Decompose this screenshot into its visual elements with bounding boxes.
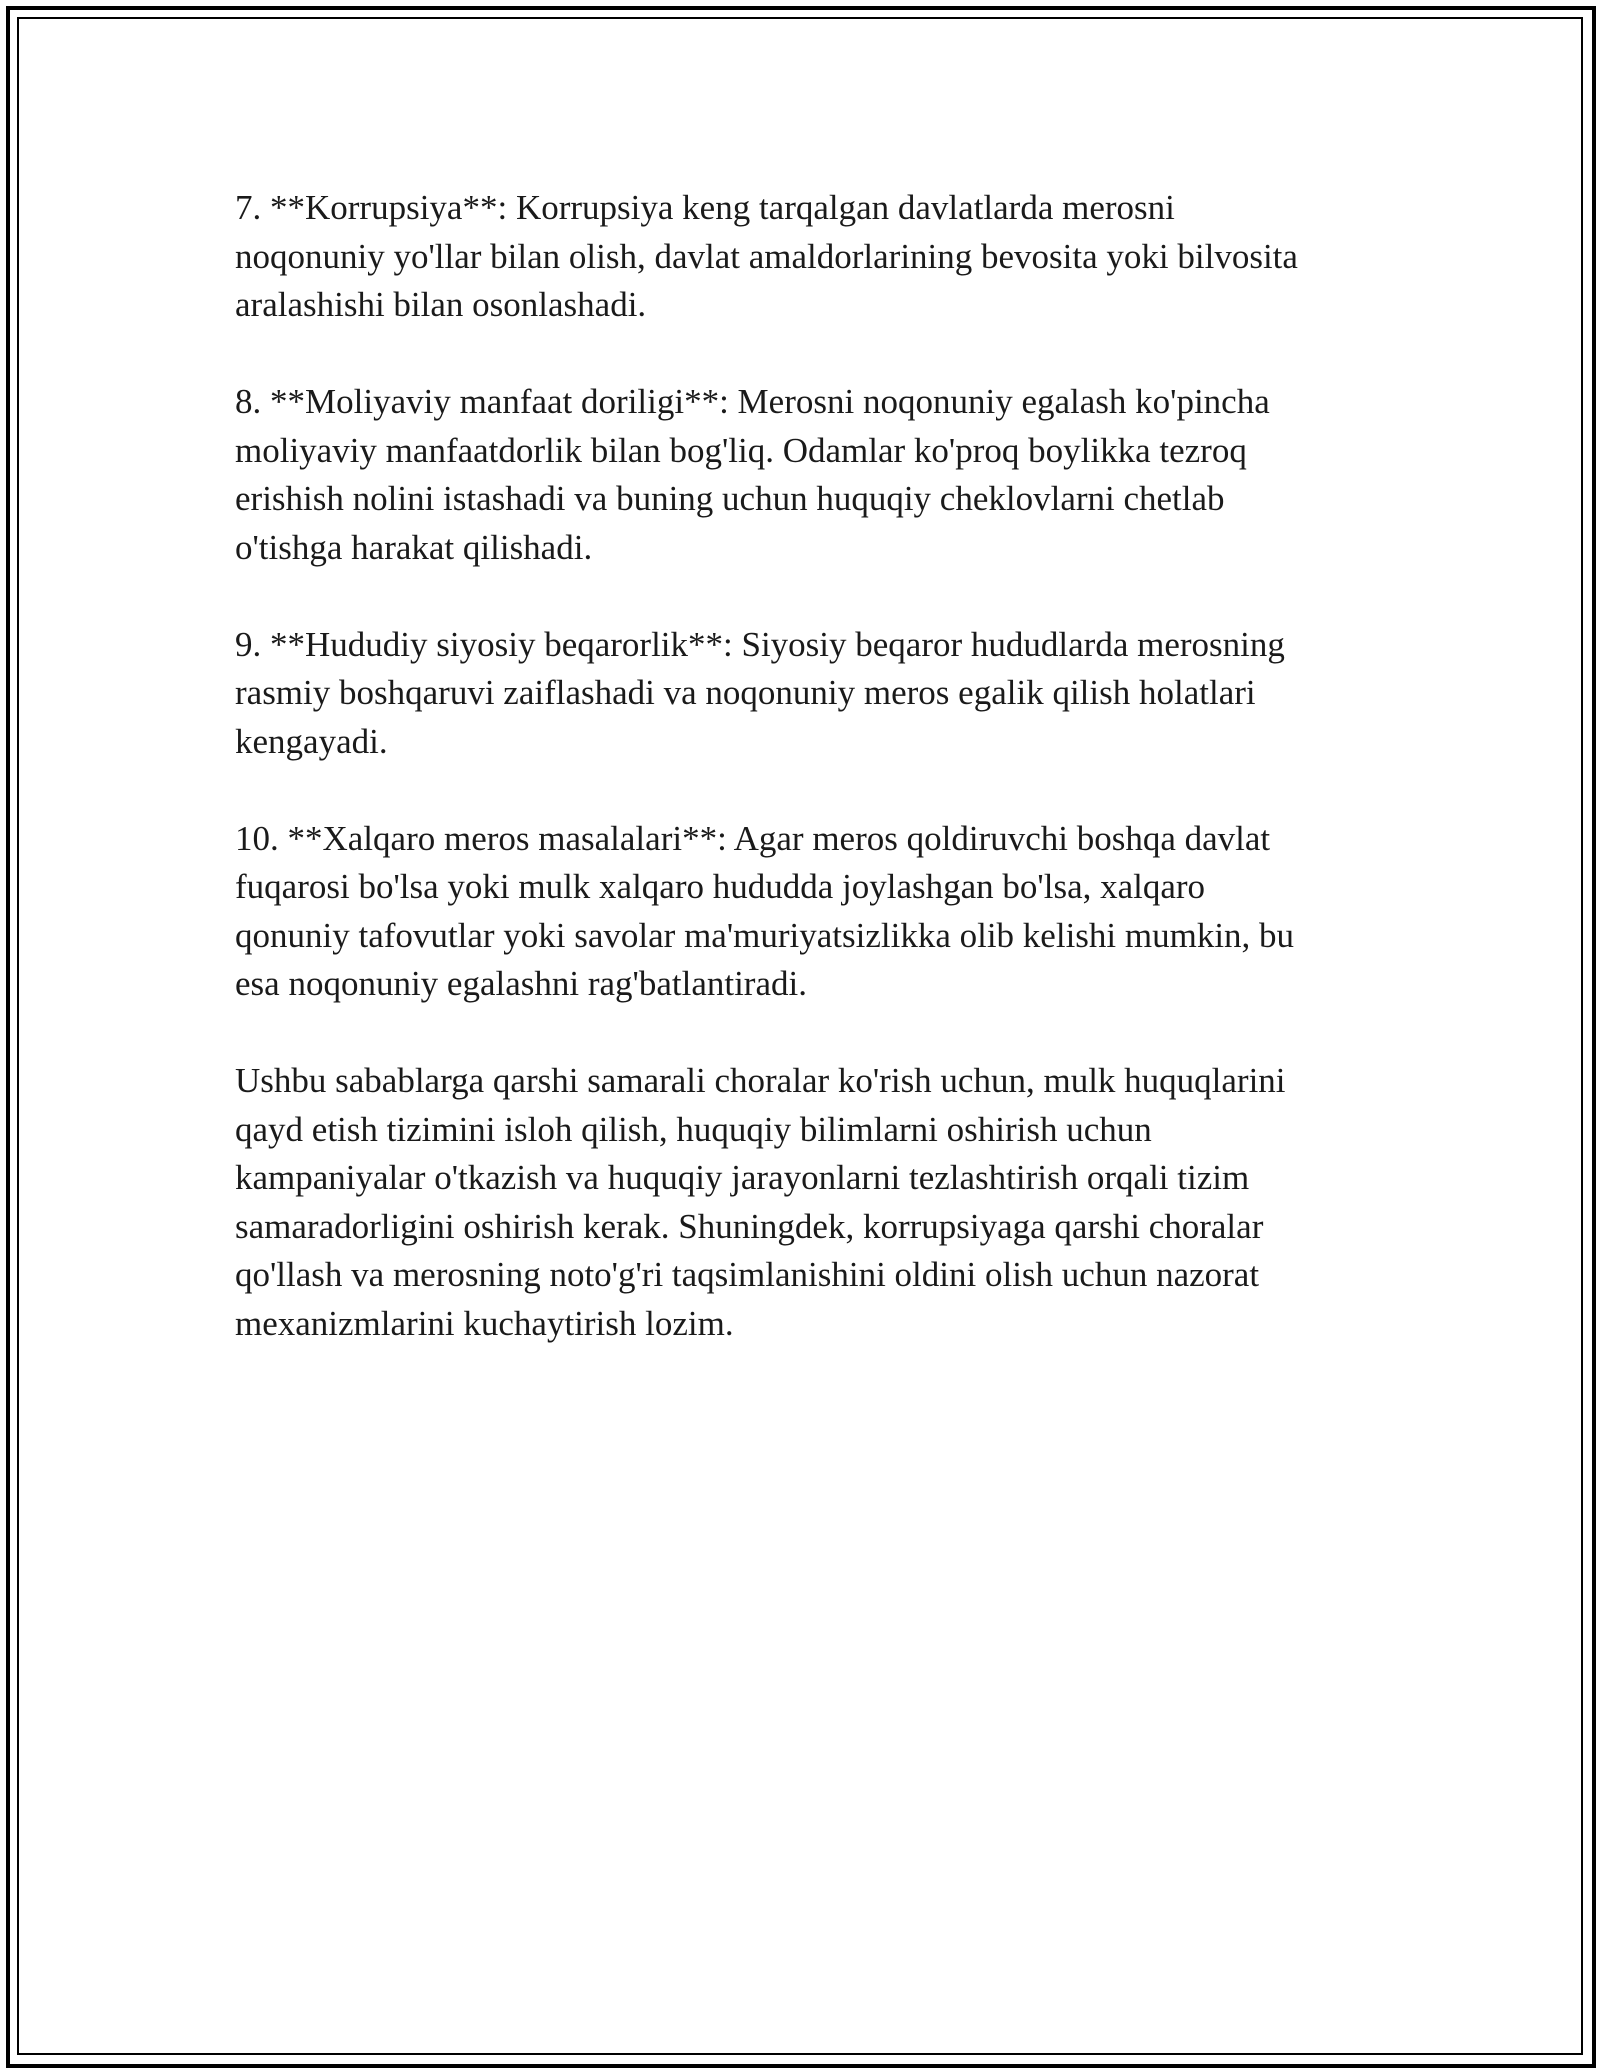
text-line: esa noqonuniy egalashni rag'batlantiradi. xyxy=(235,964,807,1003)
text-line: qonuniy tafovutlar yoki savolar ma'muriyatsizlikka olib kelishi mumkin, bu xyxy=(235,915,1295,955)
text-line: kengayadi. xyxy=(235,721,388,761)
text-line: 7. **Korrupsiya**: Korrupsiya keng tarqalgan davlatlarda merosni xyxy=(235,188,1175,227)
text-line: qayd etish tizimini isloh qilish, huquqiy bilimlarni oshirish uchun xyxy=(235,1109,1152,1149)
text-line: 9. **Hududiy siyosiy beqarorlik**: Siyosiy beqaror hududlarda merosning xyxy=(235,624,1285,664)
paragraph-conclusion xyxy=(235,1057,1375,1348)
text-line: moliyaviy manfaatdorlik bilan bog'liq. Odamlar ko'proq boylikka tezroq xyxy=(235,430,1247,470)
paragraph-item-10 xyxy=(235,815,1375,1009)
text-line: erishish nolini istashadi va buning uchun huquqiy cheklovlarni chetlab xyxy=(235,479,1225,518)
paragraph-item-7 xyxy=(235,184,1375,330)
text-line: kampaniyalar o'tkazish va huquqiy jarayonlarni tezlashtirish orqali tizim xyxy=(235,1158,1250,1197)
text-line: 8. **Moliyaviy manfaat doriligi**: Merosni noqonuniy egalash ko'pincha xyxy=(235,382,1270,421)
text-line: aralashishi bilan osonlashadi. xyxy=(235,285,647,324)
text-line: noqonuniy yo'llar bilan olish, davlat amaldorlarining bevosita yoki bilvosita xyxy=(235,236,1298,276)
document-body xyxy=(235,184,1375,1397)
text-line: fuqarosi bo'lsa yoki mulk xalqaro hududda joylashgan bo'lsa, xalqaro xyxy=(235,867,1206,906)
text-line: rasmiy boshqaruvi zaiflashadi va noqonuniy meros egalik qilish holatlari xyxy=(235,673,1256,712)
paragraph-item-9 xyxy=(235,621,1375,767)
text-line: samaradorligini oshirish kerak. Shuningdek, korrupsiyaga qarshi choralar xyxy=(235,1206,1264,1246)
text-line: qo'llash va merosning noto'g'ri taqsimlanishini oldini olish uchun nazorat xyxy=(235,1255,1260,1294)
text-line: 10. **Xalqaro meros masalalari**: Agar meros qoldiruvchi boshqa davlat xyxy=(235,818,1271,858)
text-line: o'tishga harakat qilishadi. xyxy=(235,527,593,567)
text-line: mexanizmlarini kuchaytirish lozim. xyxy=(235,1303,734,1343)
paragraph-item-8 xyxy=(235,378,1375,572)
text-line: Ushbu sabablarga qarshi samarali choralar ko'rish uchun, mulk huquqlarini xyxy=(235,1061,1286,1100)
